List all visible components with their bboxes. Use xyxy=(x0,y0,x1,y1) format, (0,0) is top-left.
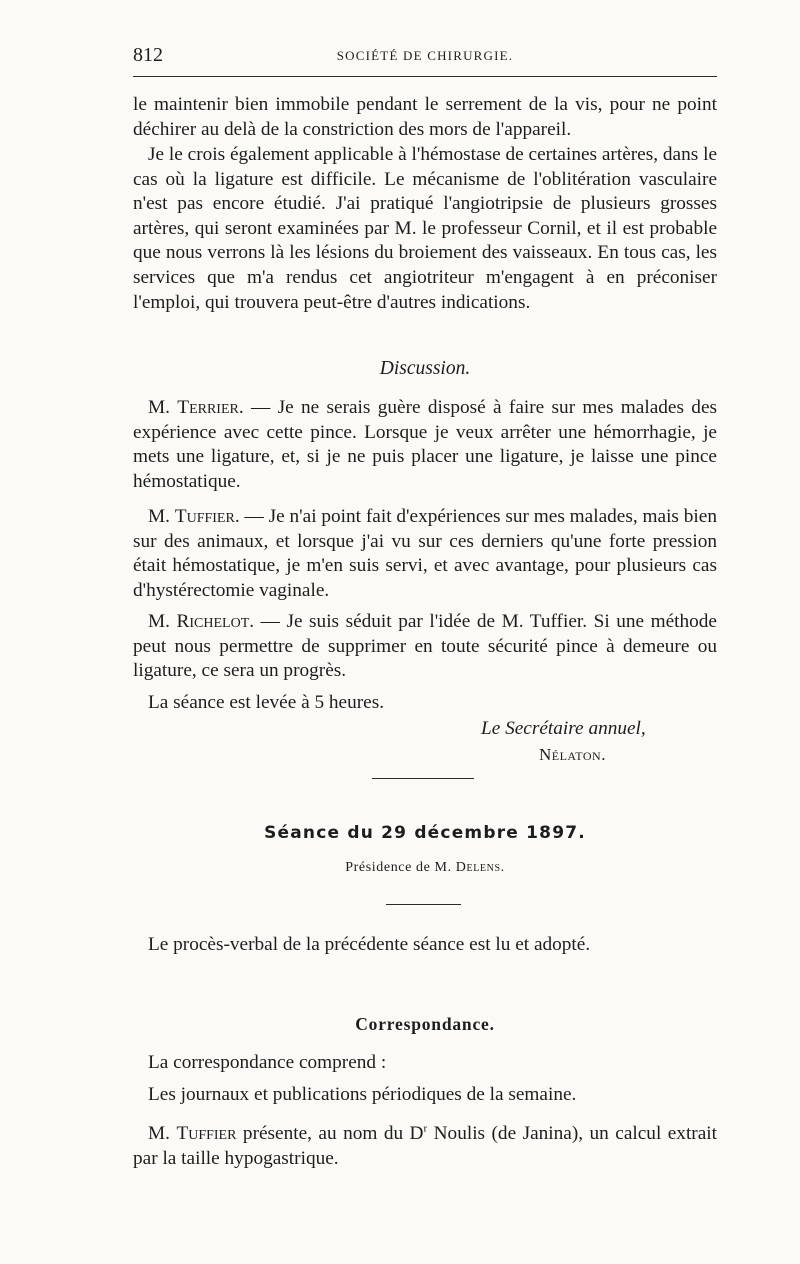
speaker-terrier: Terrier. xyxy=(177,397,244,418)
speaker-prefix: M. xyxy=(148,1123,170,1144)
paragraph-continuation: le maintenir bien immobile pendant le serrement de la vis, pour ne point déchirer au delà de la constriction des mors de l'appareil. xyxy=(133,94,717,140)
correspondance-heading: Correspondance. xyxy=(355,1014,495,1034)
remark-text: — Je n'ai point fait d'expériences sur mes malades, mais bien sur des animaux, et lorsque j'ai vu sur ces derniers qu'une forte pression était hémostatique, je m'en suis servi, et avec avantage, pour plusieurs cas d'hystérectomie vaginale. xyxy=(133,506,717,601)
correspondance-intro: La correspondance comprend : xyxy=(148,1052,387,1073)
closing-line: La séance est levée à 5 heures. xyxy=(148,692,385,713)
speaker-prefix: M. xyxy=(148,506,170,527)
presidence-line xyxy=(133,860,717,876)
section-divider xyxy=(372,778,474,779)
session-title: Séance du 29 décembre 1897. xyxy=(264,823,586,843)
speaker-tuffier: Tuffier xyxy=(176,1123,237,1144)
speaker-richelot: Richelot. xyxy=(176,611,255,632)
remark-tuffier xyxy=(133,505,717,603)
signature-title: Le Secrétaire annuel, xyxy=(481,718,646,739)
speaker-prefix: M. xyxy=(148,397,170,418)
presidence-prefix: Présidence de M. xyxy=(345,860,452,875)
session-divider xyxy=(386,904,461,905)
header-rule xyxy=(133,76,717,77)
speaker-tuffier: Tuffier. xyxy=(174,506,240,527)
speaker-prefix: M. xyxy=(148,611,170,632)
minutes-line: Le procès-verbal de la précédente séance est lu et adopté. xyxy=(148,934,591,955)
page-header xyxy=(133,44,717,74)
remark-text: — Je suis séduit par l'idée de M. Tuffier. Si une méthode peut nous permettre de supprimer en toute sécurité pince à demeure ou ligature, ce sera un progrès. xyxy=(133,611,717,682)
remark-richelot xyxy=(133,610,717,684)
correspondance-item-journals: Les journaux et publications périodiques de la semaine. xyxy=(148,1084,577,1105)
discussion-heading: Discussion. xyxy=(379,358,471,379)
running-title: SOCIÉTÉ DE CHIRURGIE. xyxy=(336,48,514,63)
doctor-superscript: r xyxy=(423,1122,428,1135)
signature-name: Nélaton. xyxy=(539,745,606,764)
item-text: présente, au nom du D xyxy=(242,1123,424,1144)
president-name: Delens. xyxy=(455,860,505,875)
correspondance-item-tuffier xyxy=(133,1122,717,1171)
item-text-rest: Noulis (de Janina), un calcul extrait par la taille hypogastrique. xyxy=(133,1123,718,1169)
remark-terrier xyxy=(133,396,717,494)
remark-text: — Je ne serais guère disposé à faire sur mes malades des expérience avec cette pince. Lorsque je veux arrêter une hémorrhagie, je mets une ligature, et, si je ne puis placer une ligature, je laisse une pince hémostatique. xyxy=(133,397,718,492)
page-number: 812 xyxy=(133,44,163,66)
paragraph-hemostase: Je le crois également applicable à l'hémostase de certaines artères, dans le cas où la ligature est difficile. Le mécanisme de l'oblitération vasculaire n'est pas encore étudié. J'ai pratiqué l'angiotripsie de plusieurs grosses artères, qui seront examinées par M. le professeur Cornil, et il est probable que nous verrons là les lésions du broiement des vaisseaux. En tous cas, les services que m'a rendus cet angiotriteur m'engagent à en préconiser l'emploi, qui trouvera peut-être d'autres indications. xyxy=(133,144,717,313)
